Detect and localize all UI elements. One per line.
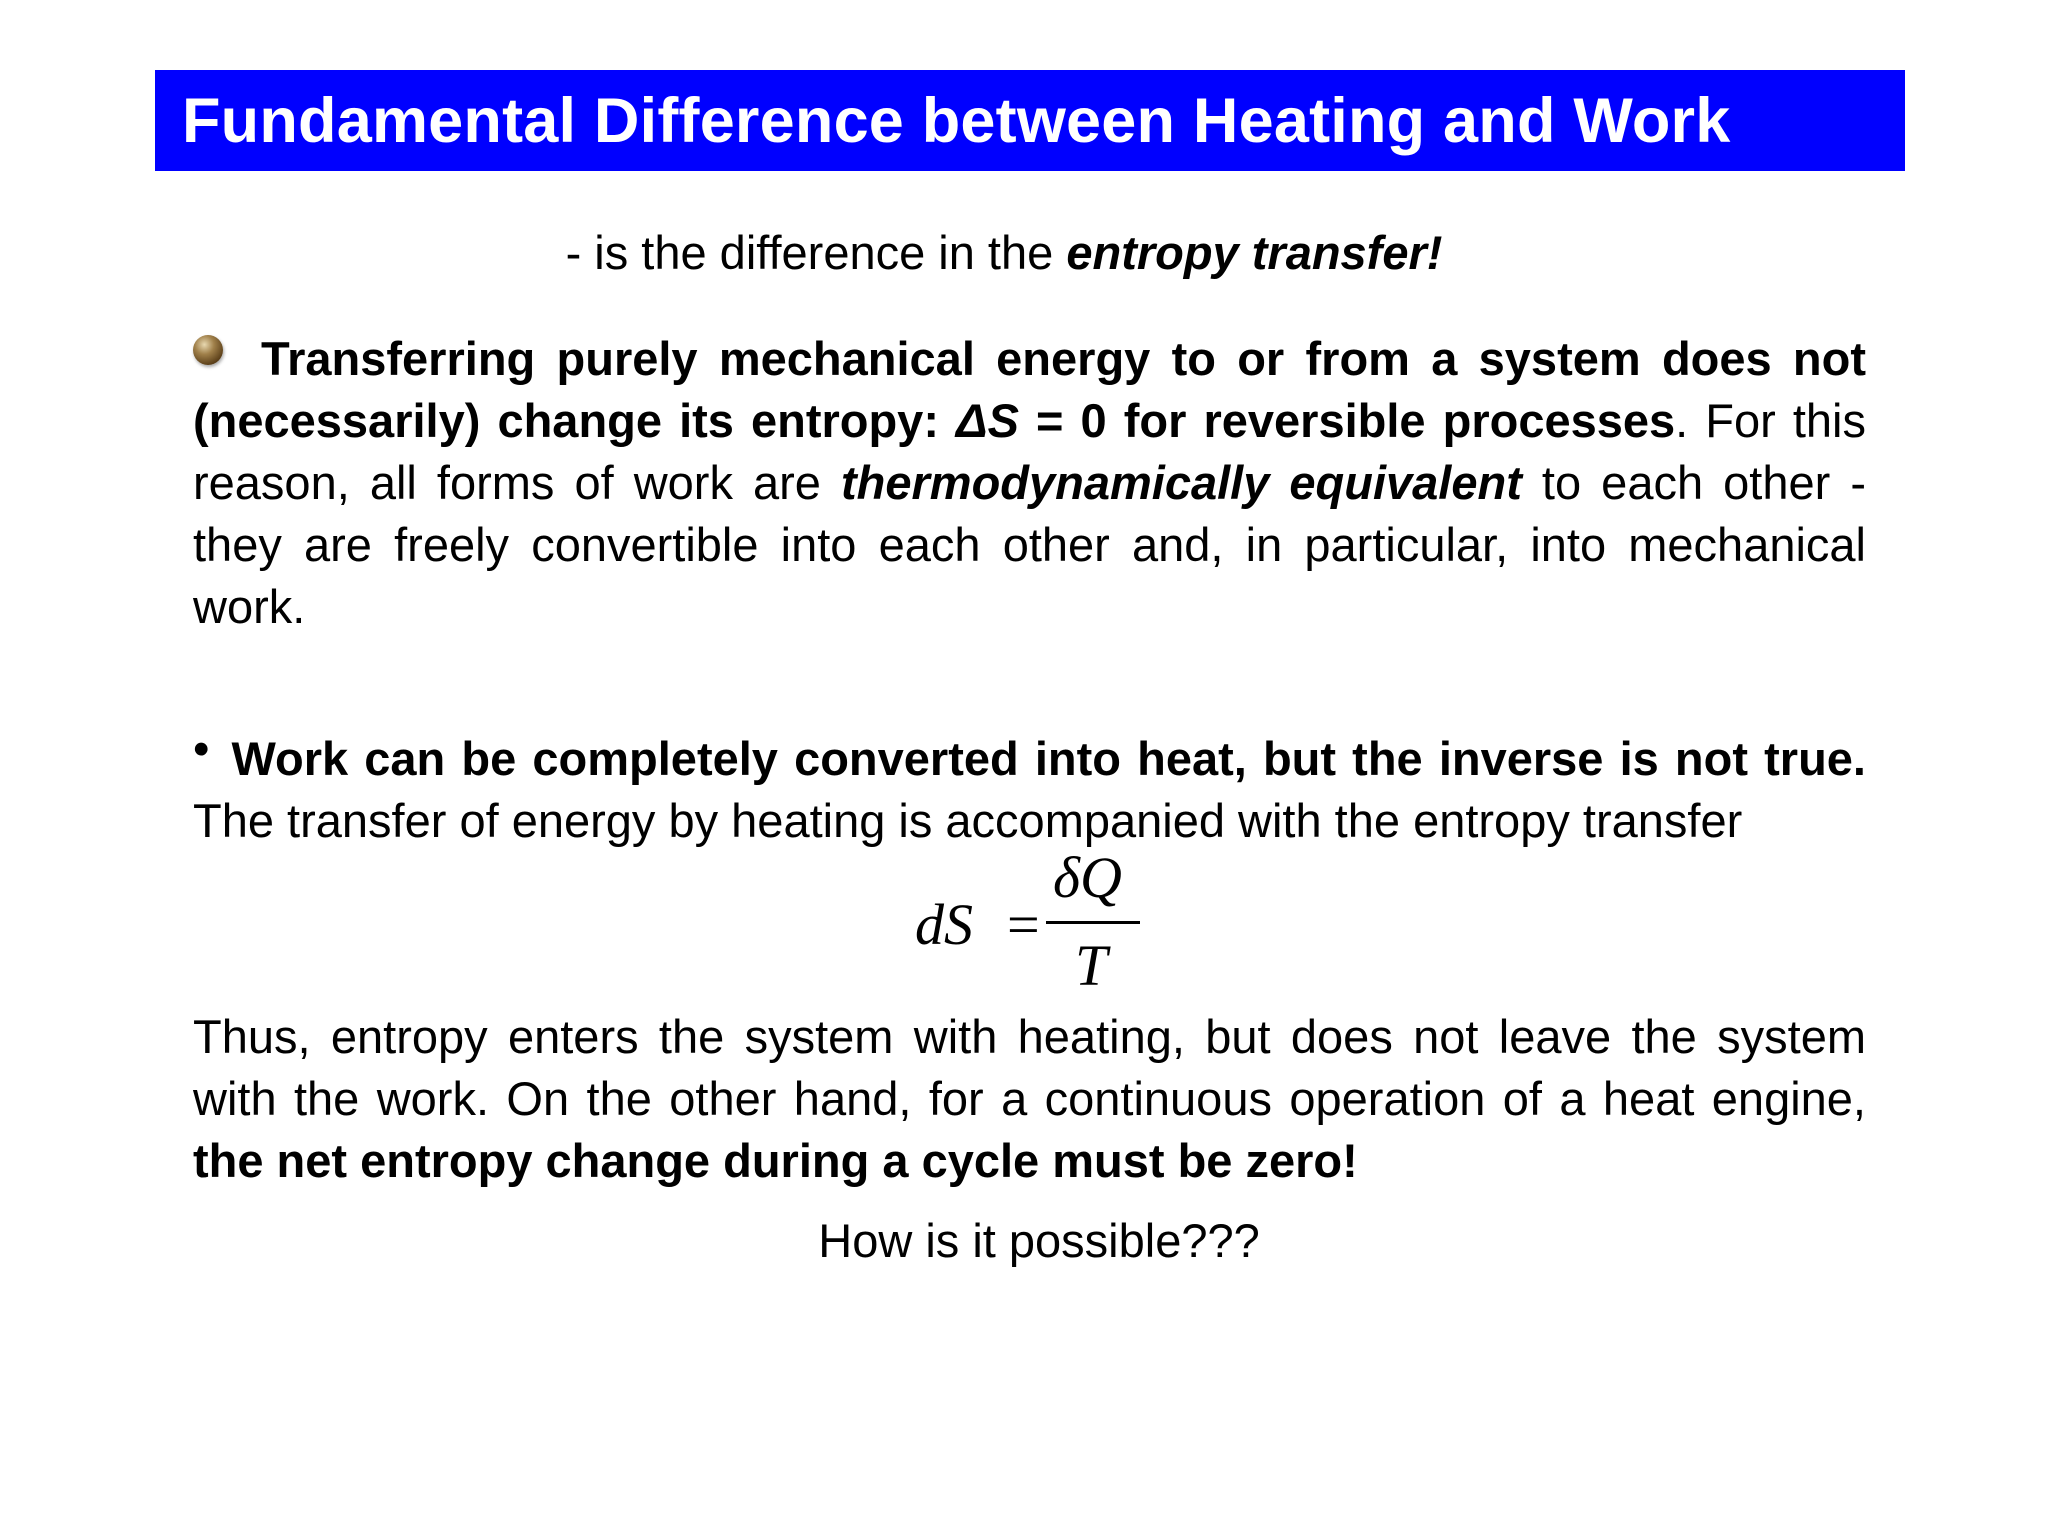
paragraph3-text: Thus, entropy enters the system with heating, but does not leave the system with the work. On the other hand, for a continuous operation of a heat engine, <box>193 1010 1866 1125</box>
bullet-paragraph-work-to-heat <box>193 722 1866 852</box>
bullet2-text: The transfer of energy by heating is accompanied with the entropy transfer <box>193 794 1743 847</box>
subtitle-prefix: - is the difference in the <box>565 226 1067 279</box>
bullet1-bold-lead: Transferring purely mechanical energy to or from a system does not (necessarily) change its entropy: <box>193 332 1866 447</box>
formula-lhs: dS <box>915 892 973 957</box>
bullet1-text2: to each other - they are freely convertible into each other and, in particular, into mechanical work. <box>193 456 1866 633</box>
dot-bullet-icon: • <box>193 722 210 775</box>
formula-fraction-bar <box>1046 921 1140 924</box>
closing-question: How is it possible??? <box>818 1214 1260 1267</box>
paragraph-net-entropy <box>193 1006 1866 1192</box>
bronze-sphere-bullet-icon <box>193 335 223 365</box>
formula-denominator: T <box>1075 933 1108 998</box>
formula-equals: = <box>1007 892 1040 957</box>
bullet1-text1: . For this reason, all forms of work are <box>193 394 1866 509</box>
bullet2-bold-lead: Work can be completely converted into heat, but the inverse is not true. <box>231 732 1866 785</box>
delta-s-symbol: ΔS <box>956 394 1019 447</box>
slide-title: Fundamental Difference between Heating and Work <box>182 85 1731 156</box>
subtitle <box>0 222 2048 284</box>
bullet1-bold-tail: = 0 for reversible processes <box>1018 394 1676 447</box>
paragraph3-bold: the net entropy change during a cycle must be zero! <box>193 1134 1358 1187</box>
subtitle-emphasis: entropy transfer! <box>1066 226 1443 279</box>
entropy-formula <box>915 845 1155 998</box>
bullet1-emphasis: thermodynamically equivalent <box>840 456 1522 509</box>
bullet-paragraph-work-entropy <box>193 328 1866 638</box>
formula-numerator: δQ <box>1053 845 1122 910</box>
slide-title-bar <box>155 70 1905 171</box>
